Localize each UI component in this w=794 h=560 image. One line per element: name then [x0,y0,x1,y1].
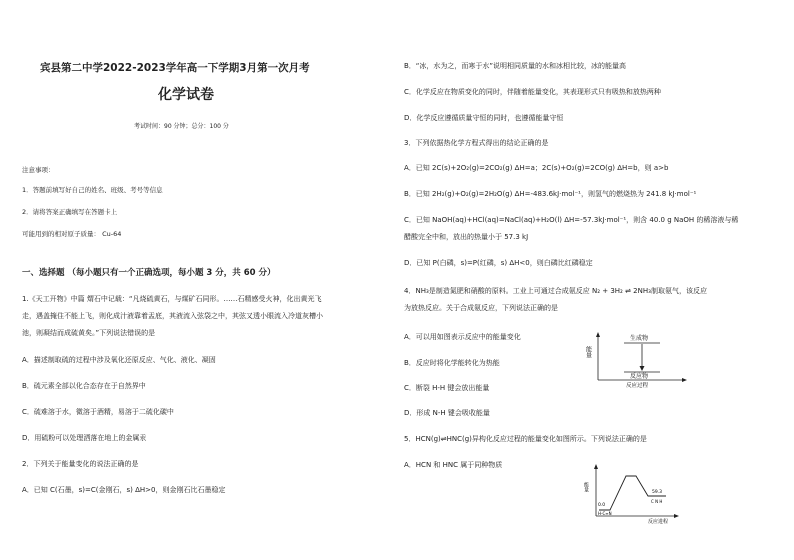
question-line: 4．NH₃是制造氮肥和硝酸的原料。工业上可通过合成氨反应 N₂ + 3H₂ ⇌ 2NH₃制取氨气，该反应 [404,287,707,295]
option-b: B．“冰，水为之，而寒于水”说明相同质量的水和冰相比较，冰的能量高 [404,62,627,70]
option-a: A．可以用如图表示反应中的能量变化 [404,333,521,341]
question-stem: 3．下列依据热化学方程式得出的结论正确的是 [404,139,549,147]
left-column [22,0,392,560]
section-heading: 一、选择题 （每小题只有一个正确选项，每小题 3 分，共 60 分） [22,268,276,278]
reactant-label: 反应物 [630,373,649,380]
atomic-mass-note: 可能用到的相对原子质量： Cu-64 [22,230,122,238]
right-column [404,0,774,560]
option-b: B．硫元素全部以化合态存在于自然界中 [22,382,146,390]
option-c-cont: 醋酸完全中和，放出的热量小于 57.3 kJ [404,233,529,241]
subject-title: 化学试卷 [158,87,214,103]
x-axis-label: 反应过程 [626,383,649,388]
right-value: 59.3 [652,490,663,495]
option-c: C．化学反应在物质变化的同时，伴随着能量变化，其表现形式只有吸热和放热两种 [404,88,661,96]
left-species: H-C≡N [598,511,612,516]
option-d: D．用硫粉可以处理洒落在地上的金属汞 [22,434,147,442]
notes-heading: 注意事项： [22,166,55,174]
question-line: 1.《天工开物》中篇 煟石中记载：“凡烧硫黄石，与煤矿石同形。……石精感受火神，化出黄光飞 [22,295,322,303]
y-axis-arrow [594,464,598,469]
x-axis-arrow [682,378,687,382]
option-d: D．形成 N-H 键会吸收能量 [404,409,490,417]
option-a: A．HCN 和 HNC 属于同种物质 [404,461,503,469]
x-axis-label: 反应进程 [648,519,669,525]
option-c: C．已知 NaOH(aq)+HCl(aq)=NaCl(aq)+H₂O(l) ΔH=-57.3kJ·mol⁻¹，则含 40.0 g NaOH 的稀溶液与稀 [404,216,739,224]
option-c: C．硫难溶于水，微溶于酒精，易溶于二硫化碳中 [22,408,174,416]
energy-diagram-q5 [582,462,682,526]
option-a: A．已知 C(石墨，s)=C(金刚石，s) ΔH>0，则金刚石比石墨稳定 [22,486,226,494]
question-stem: 2．下列关于能量变化的说法正确的是 [22,460,139,468]
question-line: 为放热反应。关于合成氨反应，下列说法正确的是 [404,304,558,312]
option-d: D．已知 P(白磷，s)=P(红磷，s) ΔH<0，则白磷比红磷稳定 [404,259,593,267]
exam-meta: 考试时间：90 分钟；总分：100 分 [134,123,229,130]
option-d: D．化学反应遵循质量守恒的同时，也遵循能量守恒 [404,114,564,122]
notes-item: 1．答题前填写好自己的姓名、班级、考号等信息 [22,186,163,194]
y-axis-label: 能量 [584,346,592,358]
right-species: C N H [651,499,663,504]
y-axis-arrow [596,332,600,337]
energy-arrow-head [640,366,645,371]
notes-item: 2．请将答案正确填写在答题卡上 [22,208,118,216]
option-c: C．断裂 H-H 键会放出能量 [404,384,490,392]
exam-title: 宾县第二中学2022-2023学年高一下学期3月第一次月考 [40,62,310,74]
option-a: A．已知 2C(s)+2O₂(g)=2CO₂(g) ΔH=a；2C(s)+O₂(g)=2CO(g) ΔH=b，则 a>b [404,164,669,172]
question-stem: 5．HCN(g)⇌HNC(g)异构化反应过程的能量变化如图所示。下列说法正确的是 [404,435,647,443]
option-b: B．已知 2H₂(g)+O₂(g)=2H₂O(g) ΔH=-483.6kJ·mol⁻¹，则氢气的燃烧热为 241.8 kJ·mol⁻¹ [404,190,697,198]
product-label: 生成物 [630,335,649,342]
y-axis-label: 能量 [583,482,589,492]
x-axis-arrow [674,514,679,518]
option-a: A．描述制取硫的过程中涉及氧化还原反应、气化、液化、凝固 [22,356,216,364]
option-b: B．反应时将化学能转化为热能 [404,359,500,367]
left-value: 0.0 [598,503,606,508]
question-line: 走，遇盖掩住不能上飞，则化成汁液靠着盂底，其液流入弦袋之中，其弦又透小眼流入冷道灰槽小 [22,312,323,320]
question-line: 池，则凝结而成硫黄矣。”下列说法错误的是 [22,329,156,337]
energy-diagram-q4 [584,330,689,388]
